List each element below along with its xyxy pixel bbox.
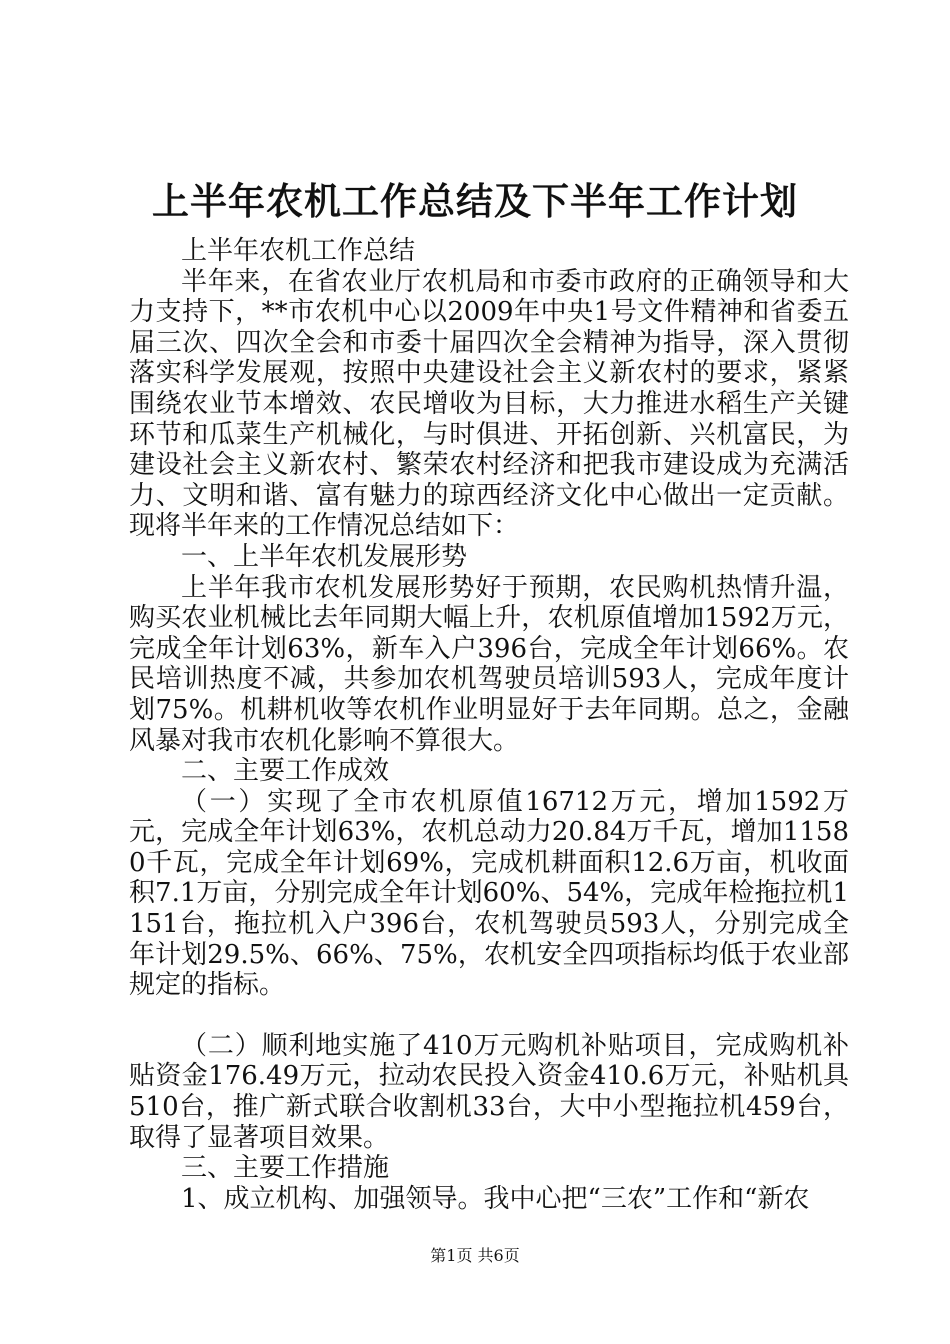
paragraph-result-1: （一）实现了全市农机原值16712万元，增加1592万元，完成全年计划63%，农机总动力20.84万千瓦，增加11580千瓦，完成全年计划69%，完成机耕面积12.6万亩，机收面积7.1万亩，分别完成全年计划60%、54%，完成年检拖拉机1151台，拖拉机入户396台，农机驾驶员593人，分别完成全年计划29.5%、66%、75%，农机安全四项指标均低于农业部规定的指标。	[129, 786, 849, 1001]
section-heading-results: 二、主要工作成效	[181, 756, 390, 787]
paragraph-intro: 半年来，在省农业厅农机局和市委市政府的正确领导和大力支持下，**市农机中心以2009年中央1号文件精神和省委五届三次、四次全会和市委十届四次全会精神为指导，深入贯彻落实科学发展观，按照中央建设社会主义新农村的要求，紧紧围绕农业节本增效、农民增收为目标，大力推进水稻生产关键环节和瓜菜生产机械化，与时俱进、开拓创新、兴机富民，为建设社会主义新农村、繁荣农村经济和把我市建设成为充满活力、文明和谐、富有魅力的琼西经济文化中心做出一定贡献。现将半年来的工作情况总结如下：	[129, 266, 849, 542]
paragraph-measure-1: 1、成立机构、加强领导。我中心把“三农”工作和“新农	[181, 1183, 810, 1214]
paragraph-result-2: （二）顺利地实施了410万元购机补贴项目，完成购机补贴资金176.49万元，拉动农民投入资金410.6万元，补贴机具510台，推广新式联合收割机33台，大中小型拖拉机459台，取得了显著项目效果。	[129, 1030, 849, 1153]
section-heading-measures: 三、主要工作措施	[181, 1153, 390, 1184]
section-heading-summary: 上半年农机工作总结	[181, 236, 416, 266]
paragraph-situation: 上半年我市农机发展形势好于预期，农民购机热情升温，购买农业机械比去年同期大幅上升，农机原值增加1592万元，完成全年计划63%，新车入户396台，完成全年计划66%。农民培训热度不减，共参加农机驾驶员培训593人，完成年度计划75%。机耕机收等农机作业明显好于去年同期。总之，金融风暴对我市农机化影响不算很大。	[129, 572, 849, 756]
page-footer: 第1页 共6页	[430, 1246, 520, 1265]
document-body	[129, 236, 849, 1214]
document-title: 上半年农机工作总结及下半年工作计划	[152, 180, 798, 223]
section-heading-situation: 一、上半年农机发展形势	[181, 541, 468, 572]
